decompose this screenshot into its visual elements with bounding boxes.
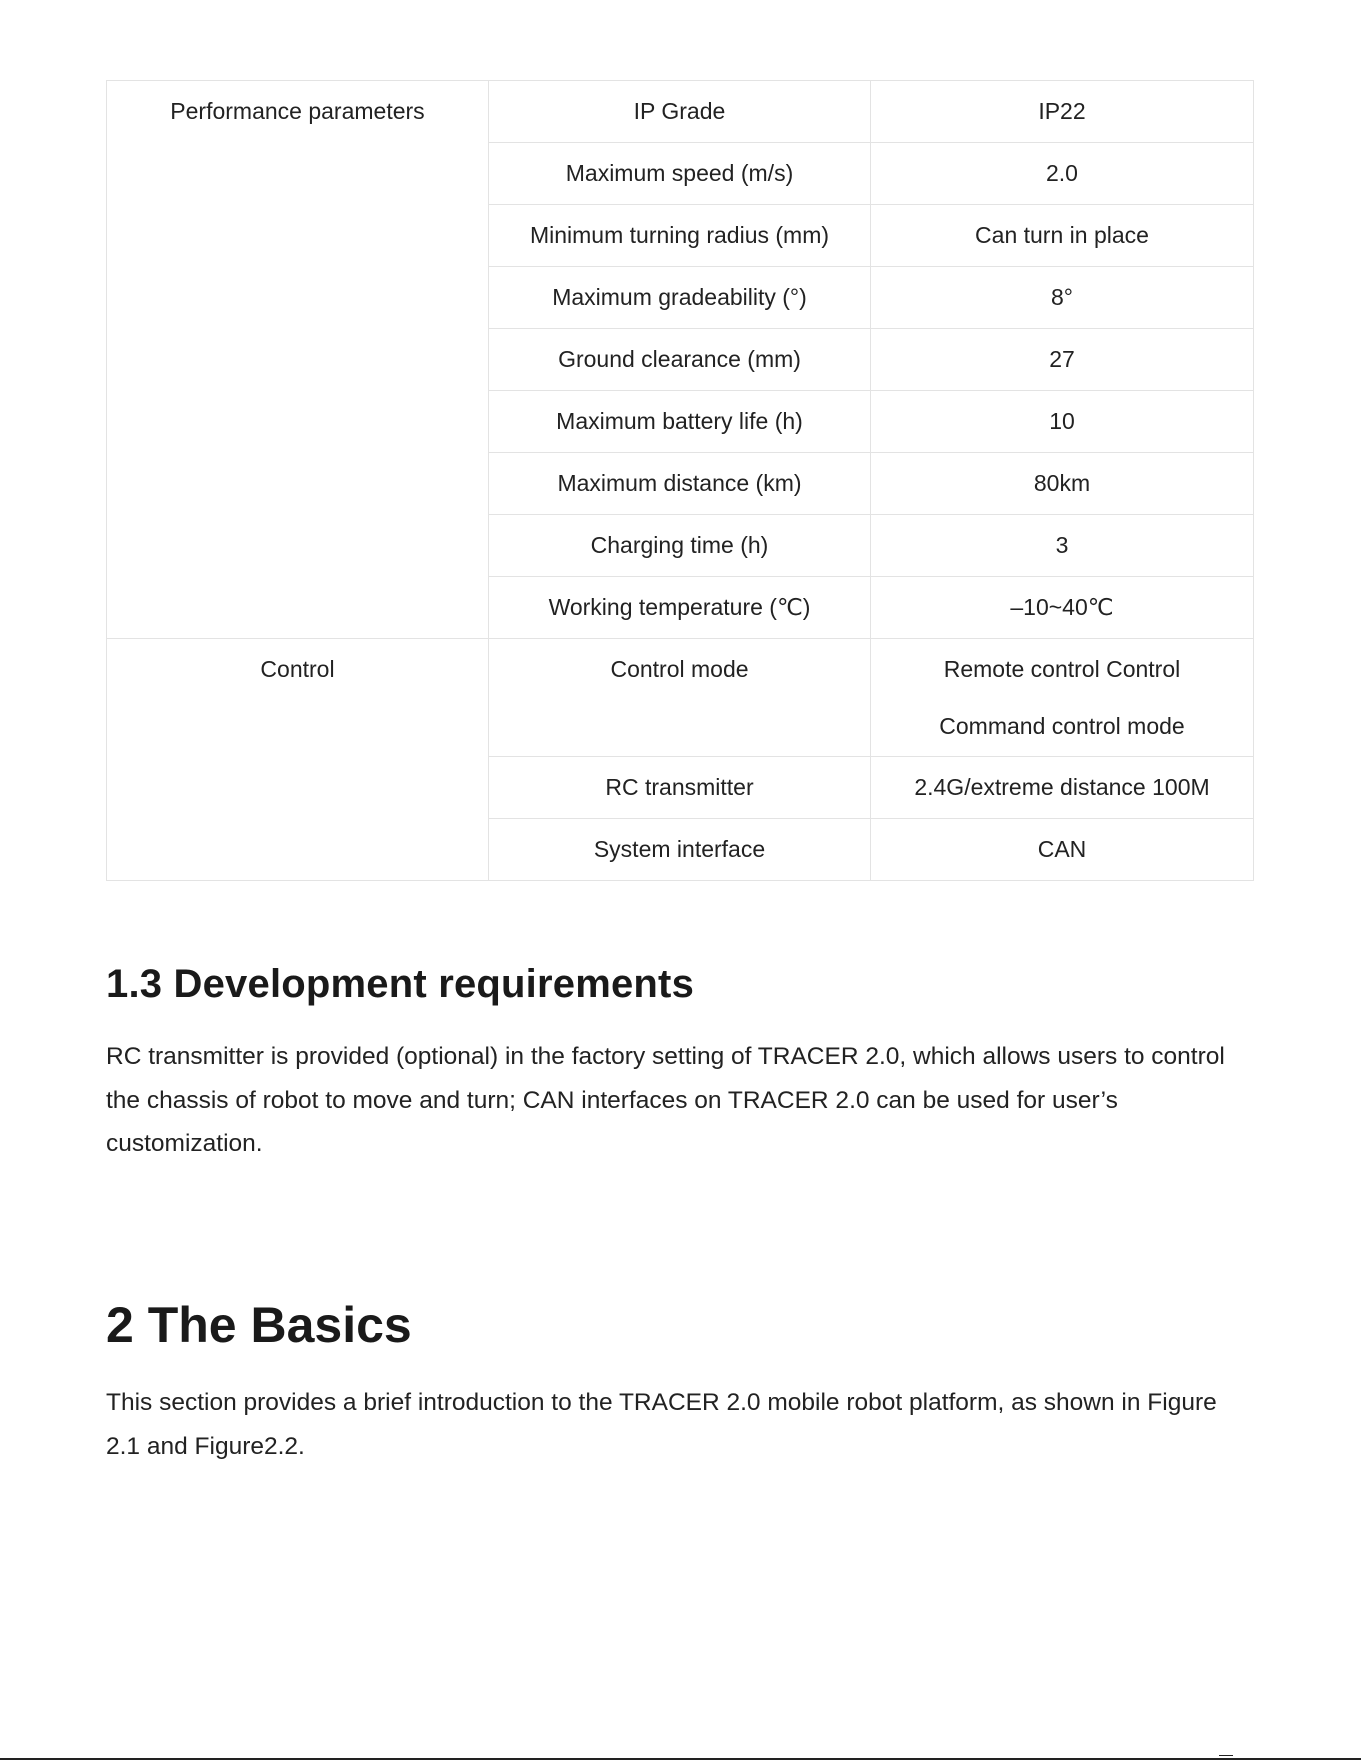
value-cell: 80km xyxy=(871,453,1254,515)
value-cell: 3 xyxy=(871,515,1254,577)
value-cell: CAN xyxy=(871,819,1254,881)
spec-table-container xyxy=(106,80,1253,881)
value-line: Remote control Control xyxy=(943,656,1181,682)
value-cell: Can turn in place xyxy=(871,205,1254,267)
param-cell: RC transmitter xyxy=(489,757,871,819)
value-cell: 10 xyxy=(871,391,1254,453)
param-cell: Maximum distance (km) xyxy=(489,453,871,515)
chapter-heading: 2 The Basics xyxy=(106,1297,412,1353)
param-cell: Working temperature (℃) xyxy=(489,577,871,639)
table-row xyxy=(107,639,1254,757)
param-cell: Maximum speed (m/s) xyxy=(489,143,871,205)
param-cell: IP Grade xyxy=(489,81,871,143)
param-cell: Minimum turning radius (mm) xyxy=(489,205,871,267)
group-label-control: Control xyxy=(107,639,489,881)
footer-mark xyxy=(1219,1755,1233,1756)
group-label-performance: Performance parameters xyxy=(107,81,489,639)
param-cell: Maximum battery life (h) xyxy=(489,391,871,453)
value-cell-multiline xyxy=(871,639,1254,757)
param-cell: Charging time (h) xyxy=(489,515,871,577)
param-cell: Ground clearance (mm) xyxy=(489,329,871,391)
value-cell: –10~40℃ xyxy=(871,577,1254,639)
value-cell: 8° xyxy=(871,267,1254,329)
param-cell: System interface xyxy=(489,819,871,881)
value-cell: 2.0 xyxy=(871,143,1254,205)
footer-rule xyxy=(0,1758,1361,1760)
value-line: Command control mode xyxy=(939,713,1185,739)
section-paragraph: RC transmitter is provided (optional) in the factory setting of TRACER 2.0, which allows users to control the chassis of robot to move and turn; CAN interfaces on TRACER 2.0 can be used for user’s customization. xyxy=(106,1043,1225,1157)
param-cell: Maximum gradeability (°) xyxy=(489,267,871,329)
section-development-requirements xyxy=(106,962,1253,1166)
value-cell: IP22 xyxy=(871,81,1254,143)
section-heading: 1.3 Development requirements xyxy=(106,962,695,1006)
spec-table xyxy=(106,80,1254,881)
param-cell: Control mode xyxy=(489,639,871,757)
chapter-the-basics xyxy=(106,1296,1253,1468)
table-row xyxy=(107,81,1254,143)
chapter-paragraph: This section provides a brief introduction to the TRACER 2.0 mobile robot platform, as shown in Figure 2.1 and Figure2.2. xyxy=(106,1389,1217,1460)
value-cell: 27 xyxy=(871,329,1254,391)
value-cell: 2.4G/extreme distance 100M xyxy=(871,757,1254,819)
